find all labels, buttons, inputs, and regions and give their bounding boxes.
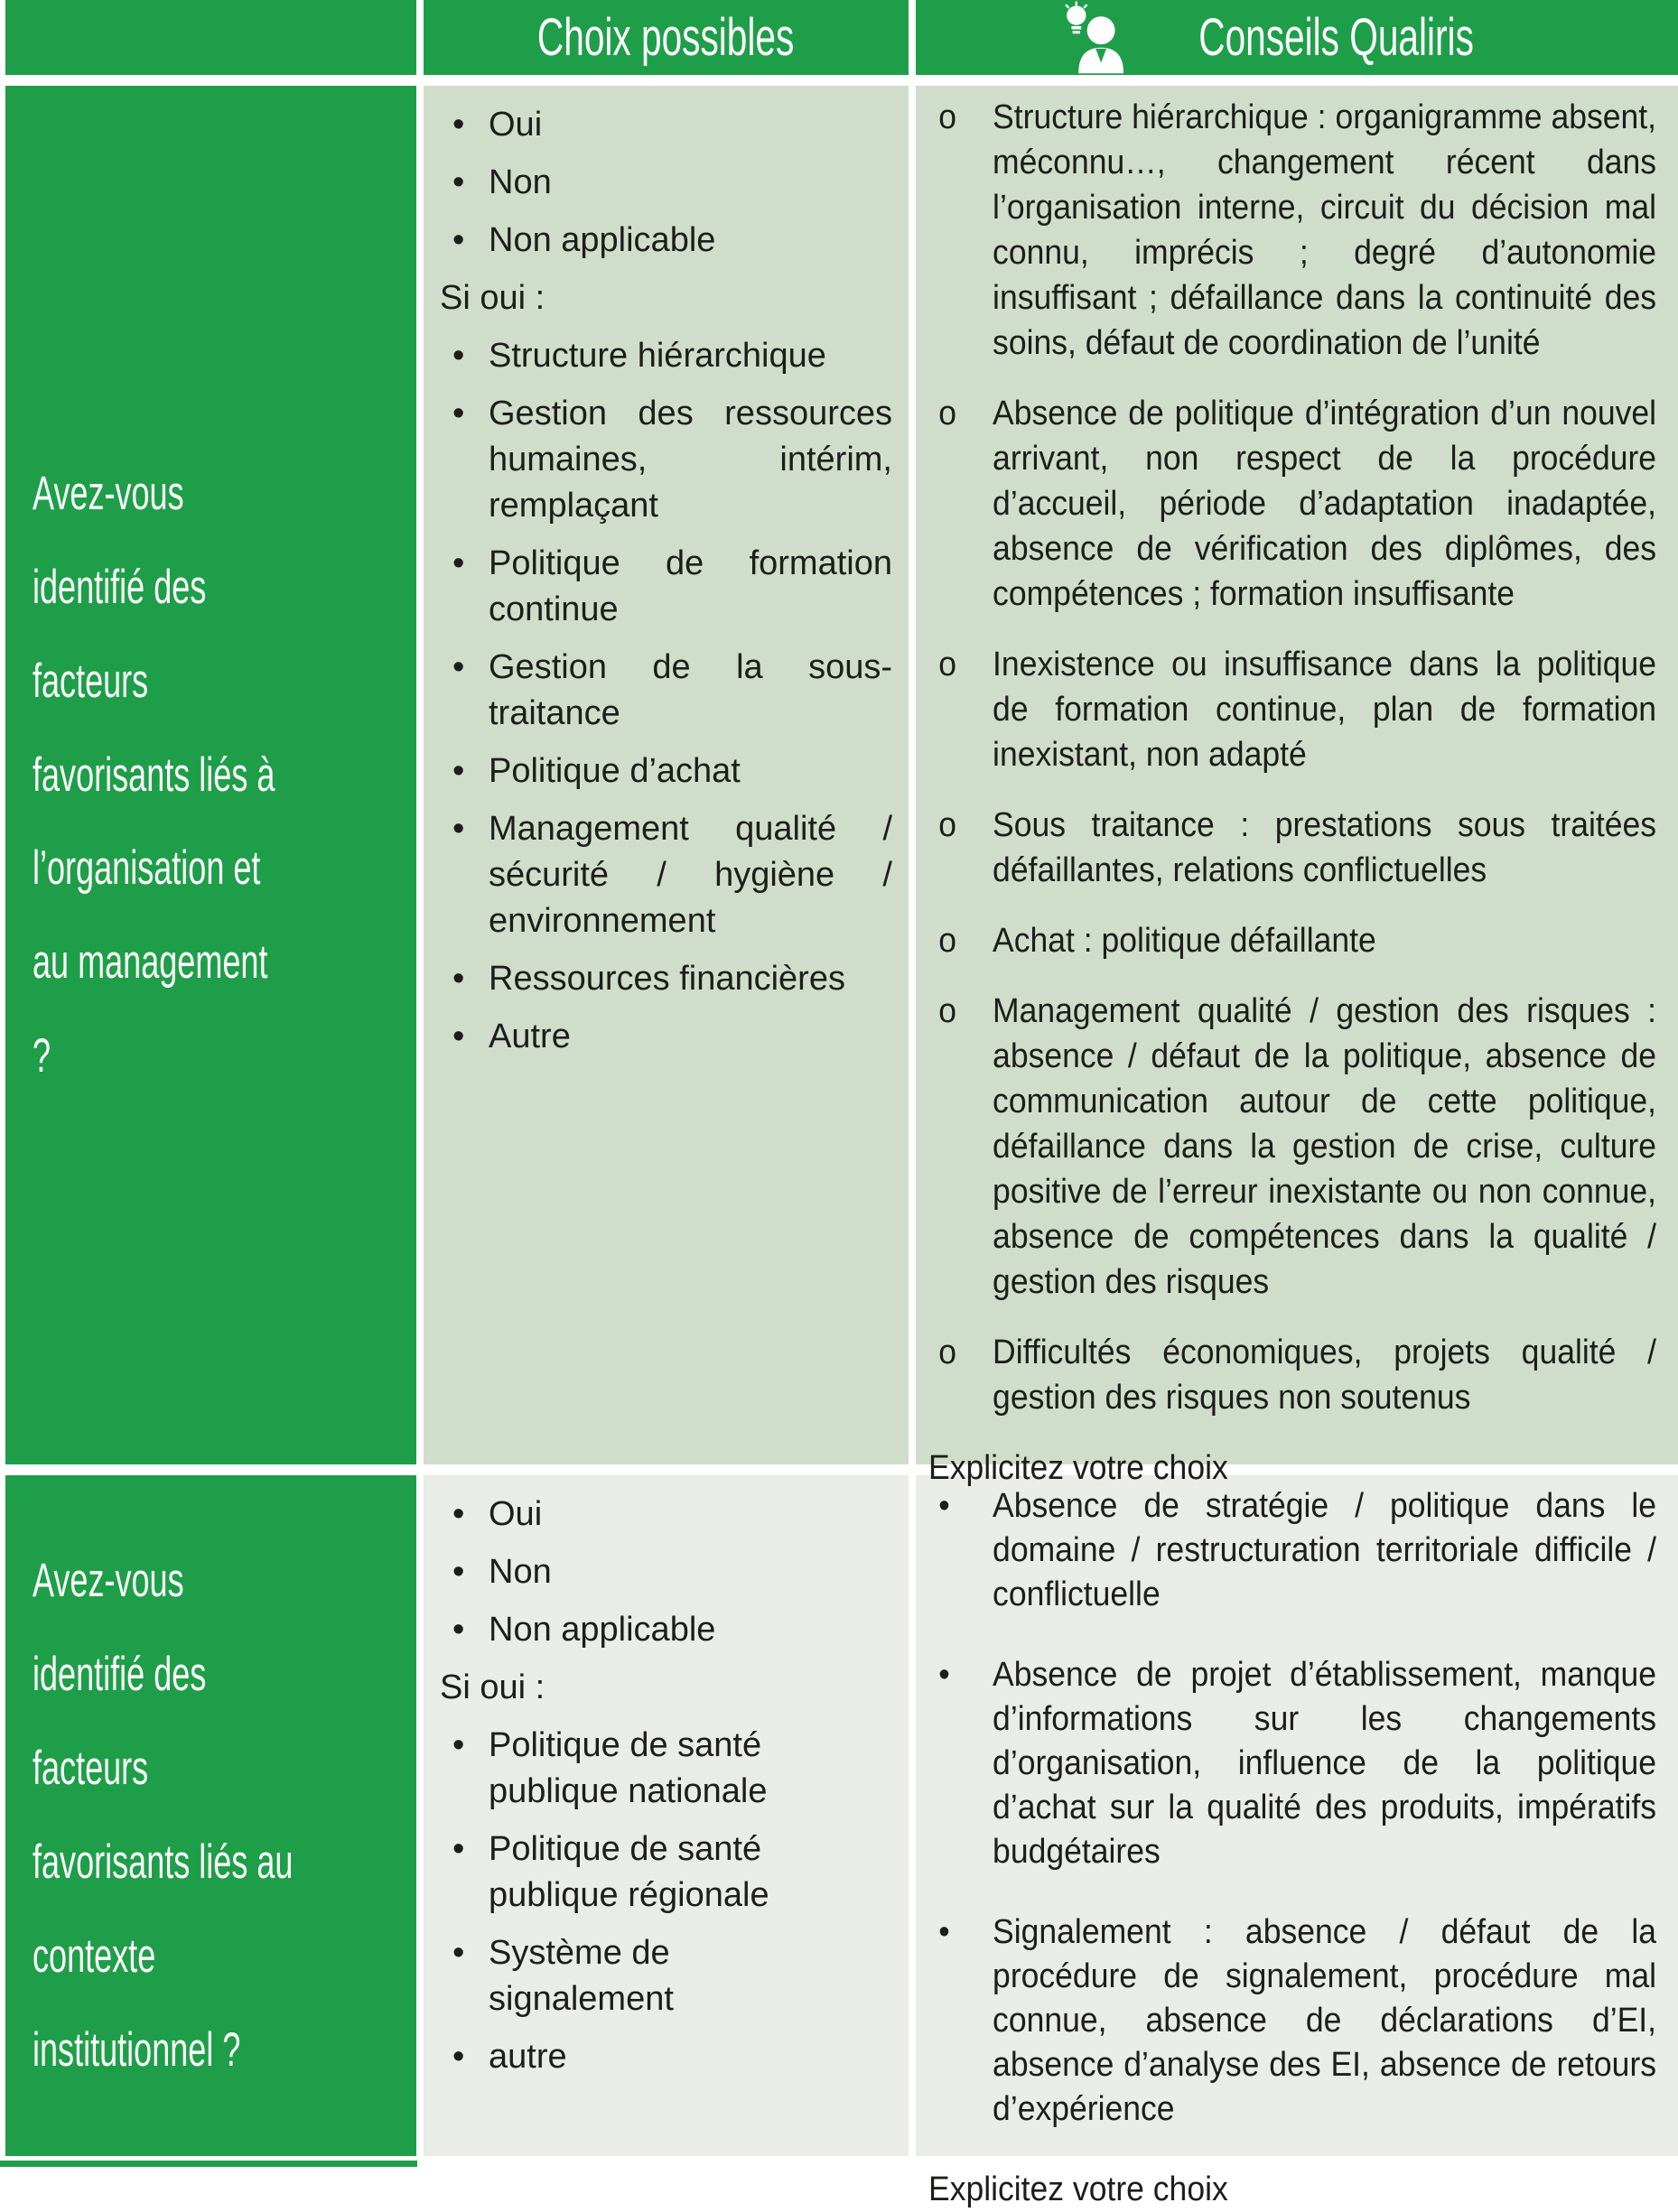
choice-item: • Politique de santé publique nationale <box>440 1723 896 1815</box>
choice-option: • Oui <box>440 102 896 148</box>
conseil-item: • Absence de stratégie / politique dans le domaine / restructuration territoriale difficile / conflictuelle <box>928 1484 1678 1617</box>
header-conseils-label: Conseils Qualiris <box>1198 8 1475 67</box>
choice-item: • autre <box>440 2034 896 2080</box>
choice-option: • Non applicable <box>440 1607 896 1653</box>
header-conseils-cell <box>916 0 1678 75</box>
conseil-item: o Sous traitance : prestations sous traitées défaillantes, relations conflictuelles <box>928 803 1678 893</box>
choice-item: • Politique d’achat <box>440 748 896 795</box>
conseil-item: o Difficultés économiques, projets qualité / gestion des risques non soutenus <box>928 1330 1678 1420</box>
choice-option: • Non <box>440 1549 896 1595</box>
choices-items-list <box>440 1723 896 2080</box>
person-idea-icon <box>1060 2 1129 74</box>
conseil-item: • Absence de projet d’établissement, manque d’informations sur les changements d’organisation, influence de la politique d’achat sur la qualité des produits, impératifs budgétaires <box>928 1653 1678 1874</box>
conseil-item: o Structure hiérarchique : organigramme absent, méconnu…, changement récent dans l’organisation interne, circuit du décision mal connu, imprécis ; degré d’autonomie insuffisant ; défaillance dans la continuité des soins, défaut de coordination de l’unité <box>928 95 1678 366</box>
conseils-list <box>928 1484 1678 2132</box>
choice-item: • Système de signalement <box>440 1930 896 2022</box>
condition-label: Si oui : <box>440 279 545 317</box>
choice-item: • Politique de formation continue <box>440 541 896 633</box>
explain-choice-label: Explicitez votre choix <box>928 2170 1228 2208</box>
header-empty-cell <box>5 0 416 75</box>
condition-label: Si oui : <box>440 1668 545 1706</box>
explain-choice-label: Explicitez votre choix <box>928 1449 1228 1487</box>
choice-item: • Management qualité / sécurité / hygiène / environnement <box>440 806 896 944</box>
choice-option: • Non applicable <box>440 218 896 264</box>
conseils-list <box>928 95 1678 1420</box>
question-cell-contexte <box>5 1475 416 2156</box>
question-cell-organisation <box>5 86 416 1464</box>
choices-cell-contexte <box>424 1475 909 2156</box>
choice-item: • Autre <box>440 1014 896 1060</box>
choices-options-list <box>440 1492 896 1653</box>
conseils-cell-contexte <box>916 1475 1678 2208</box>
choice-option: • Oui <box>440 1492 896 1538</box>
question-text: Avez-vous identifié des facteurs favorisants liés à l’organisation et au management ? <box>33 466 275 1083</box>
header-choix-cell <box>424 0 909 75</box>
question-text: Avez-vous identifié des facteurs favorisants liés au contexte institutionnel ? <box>33 1554 294 2077</box>
choice-item: • Gestion de la sous-traitance <box>440 645 896 737</box>
choice-option: • Non <box>440 160 896 206</box>
choice-item: • Politique de santé publique régionale <box>440 1826 896 1919</box>
conseil-item: • Signalement : absence / défaut de la procédure de signalement, procédure mal connue, absence de déclarations d’EI, absence d’analyse des EI, absence de retours d’expérience <box>928 1910 1678 2132</box>
header-choix-label: Choix possibles <box>537 8 795 67</box>
next-row-peek <box>0 2161 417 2167</box>
conseil-item: o Achat : politique défaillante <box>928 918 1678 963</box>
choices-items-list <box>440 333 896 1060</box>
conseil-item: o Inexistence ou insuffisance dans la politique de formation continue, plan de formation inexistant, non adapté <box>928 642 1678 777</box>
choice-item: • Gestion des ressources humaines, intérim, remplaçant <box>440 391 896 529</box>
choice-item: • Ressources financières <box>440 956 896 1002</box>
choice-item: • Structure hiérarchique <box>440 333 896 379</box>
choices-options-list <box>440 102 896 264</box>
conseil-item: o Absence de politique d’intégration d’un nouvel arrivant, non respect de la procédure d’accueil, période d’adaptation inadaptée, absence de vérification des diplômes, des compétences ; formation insuffisante <box>928 391 1678 617</box>
choices-cell-organisation <box>424 86 909 1464</box>
conseils-cell-organisation <box>916 86 1678 1487</box>
conseil-item: o Management qualité / gestion des risques : absence / défaut de la politique, absence de communication autour de cette politique, défaillance dans la gestion de crise, culture positive de l’erreur inexistante ou non connue, absence de compétences dans la qualité / gestion des risques <box>928 989 1678 1305</box>
